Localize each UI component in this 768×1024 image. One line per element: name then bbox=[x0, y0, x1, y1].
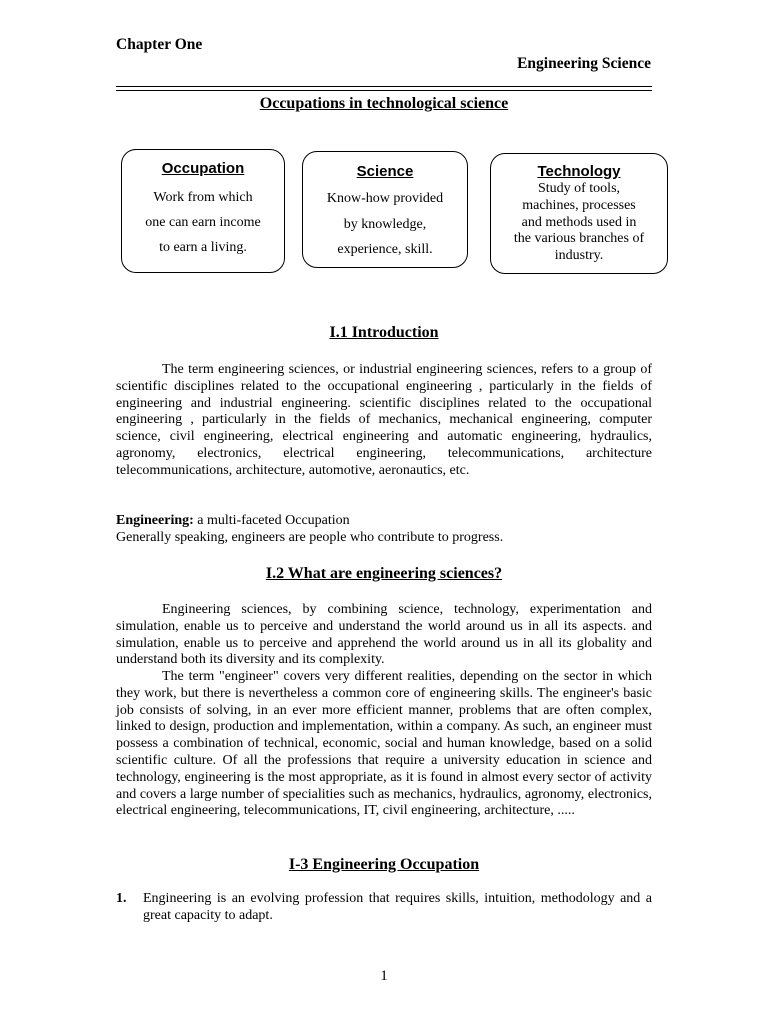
occupation-box bbox=[121, 149, 285, 273]
occupation-box-line: one can earn income bbox=[145, 215, 261, 230]
occupation-box-title: Occupation bbox=[161, 160, 245, 177]
definition-term: Engineering: bbox=[116, 513, 194, 528]
science-box-title: Science bbox=[356, 163, 414, 180]
technology-box-line: and methods used in bbox=[521, 214, 637, 230]
definition-text: a multi-faceted Occupation bbox=[193, 513, 350, 528]
engineering-sciences-paragraph-2 bbox=[116, 669, 652, 820]
technology-box-line: Study of tools, bbox=[537, 181, 621, 196]
technology-box-line: the various branches of bbox=[513, 231, 645, 247]
section-heading-engineering-occupation: I-3 Engineering Occupation bbox=[288, 856, 480, 873]
technology-box-title: Technology bbox=[537, 163, 621, 180]
header-divider-bottom bbox=[116, 90, 652, 91]
engineering-note: Generally speaking, engineers are people who contribute to progress. bbox=[116, 530, 504, 545]
page-number: 1 bbox=[380, 968, 388, 984]
technology-box-line: machines, processes bbox=[522, 197, 636, 213]
science-box bbox=[302, 151, 468, 268]
introduction-paragraph-text: The term engineering sciences, or industrial engineering sciences, refers to a group of scientific disciplines related to the occupational engineering , particularly in the fields of engineering and industrial engineering. scientific disciplines related to the occupational engineering , particularly in the fields of mechanics, mechanical engineering, computer science, civil engineering, electrical engineering and automatic engineering, hydraulics, agronomy, electronics, electrical engineering, telecommunications, architecture telecommunications, architecture, automotive, aeronautics, etc. bbox=[116, 362, 652, 478]
section-heading-introduction: I.1 Introduction bbox=[329, 324, 439, 341]
list-item-number: 1. bbox=[116, 891, 127, 906]
science-box-line: by knowledge, bbox=[343, 216, 427, 232]
occupation-box-line: Work from which bbox=[153, 190, 253, 205]
science-box-line: experience, skill. bbox=[337, 242, 433, 257]
paragraph-text: The term "engineer" covers very different realities, depending on the sector in which they work, but there is nevertheless a common core of engineering skills. The engineer's basic job consists of solving, in an ever more efficient manner, problems that are often complex, linked to design, production and implementation, within a company. As such, an engineer must possess a combination of technical, economic, social and human knowledge, based on a solid scientific culture. Of all the professions that require a university education in science and technology, engineering is the most appropriate, as it is found in almost every sector of activity and covers a large number of specialities such as mechanics, hydraulics, agronomy, electronics, electrical engineering, telecommunications, IT, civil engineering, architecture, ..... bbox=[116, 669, 652, 819]
science-box-line: Know-how provided bbox=[326, 191, 444, 206]
list-item-text: Engineering is an evolving profession that requires skills, intuition, methodology and a great capacity to adapt. bbox=[143, 891, 652, 923]
occupation-box-line: to earn a living. bbox=[159, 240, 247, 255]
engineering-sciences-paragraph-1 bbox=[116, 602, 652, 669]
technology-box bbox=[490, 153, 668, 274]
subject-title: Engineering Science bbox=[517, 55, 651, 72]
chapter-label: Chapter One bbox=[116, 36, 203, 53]
technology-box-line: industry. bbox=[554, 248, 604, 264]
figure-title: Occupations in technological science bbox=[259, 95, 509, 112]
introduction-paragraph bbox=[116, 362, 652, 480]
paragraph-text: Engineering sciences, by combining science, technology, experimentation and simulation, enable us to perceive and understand the world around us in all its aspects. and simulation, enable us to perceive and apprehend the world around us in all its globality and understand both its diversity and its complexity. bbox=[116, 602, 652, 668]
engineering-definition bbox=[116, 513, 652, 530]
section-heading-engineering-sciences: I.2 What are engineering sciences? bbox=[265, 565, 503, 582]
header-divider-top bbox=[116, 86, 652, 87]
